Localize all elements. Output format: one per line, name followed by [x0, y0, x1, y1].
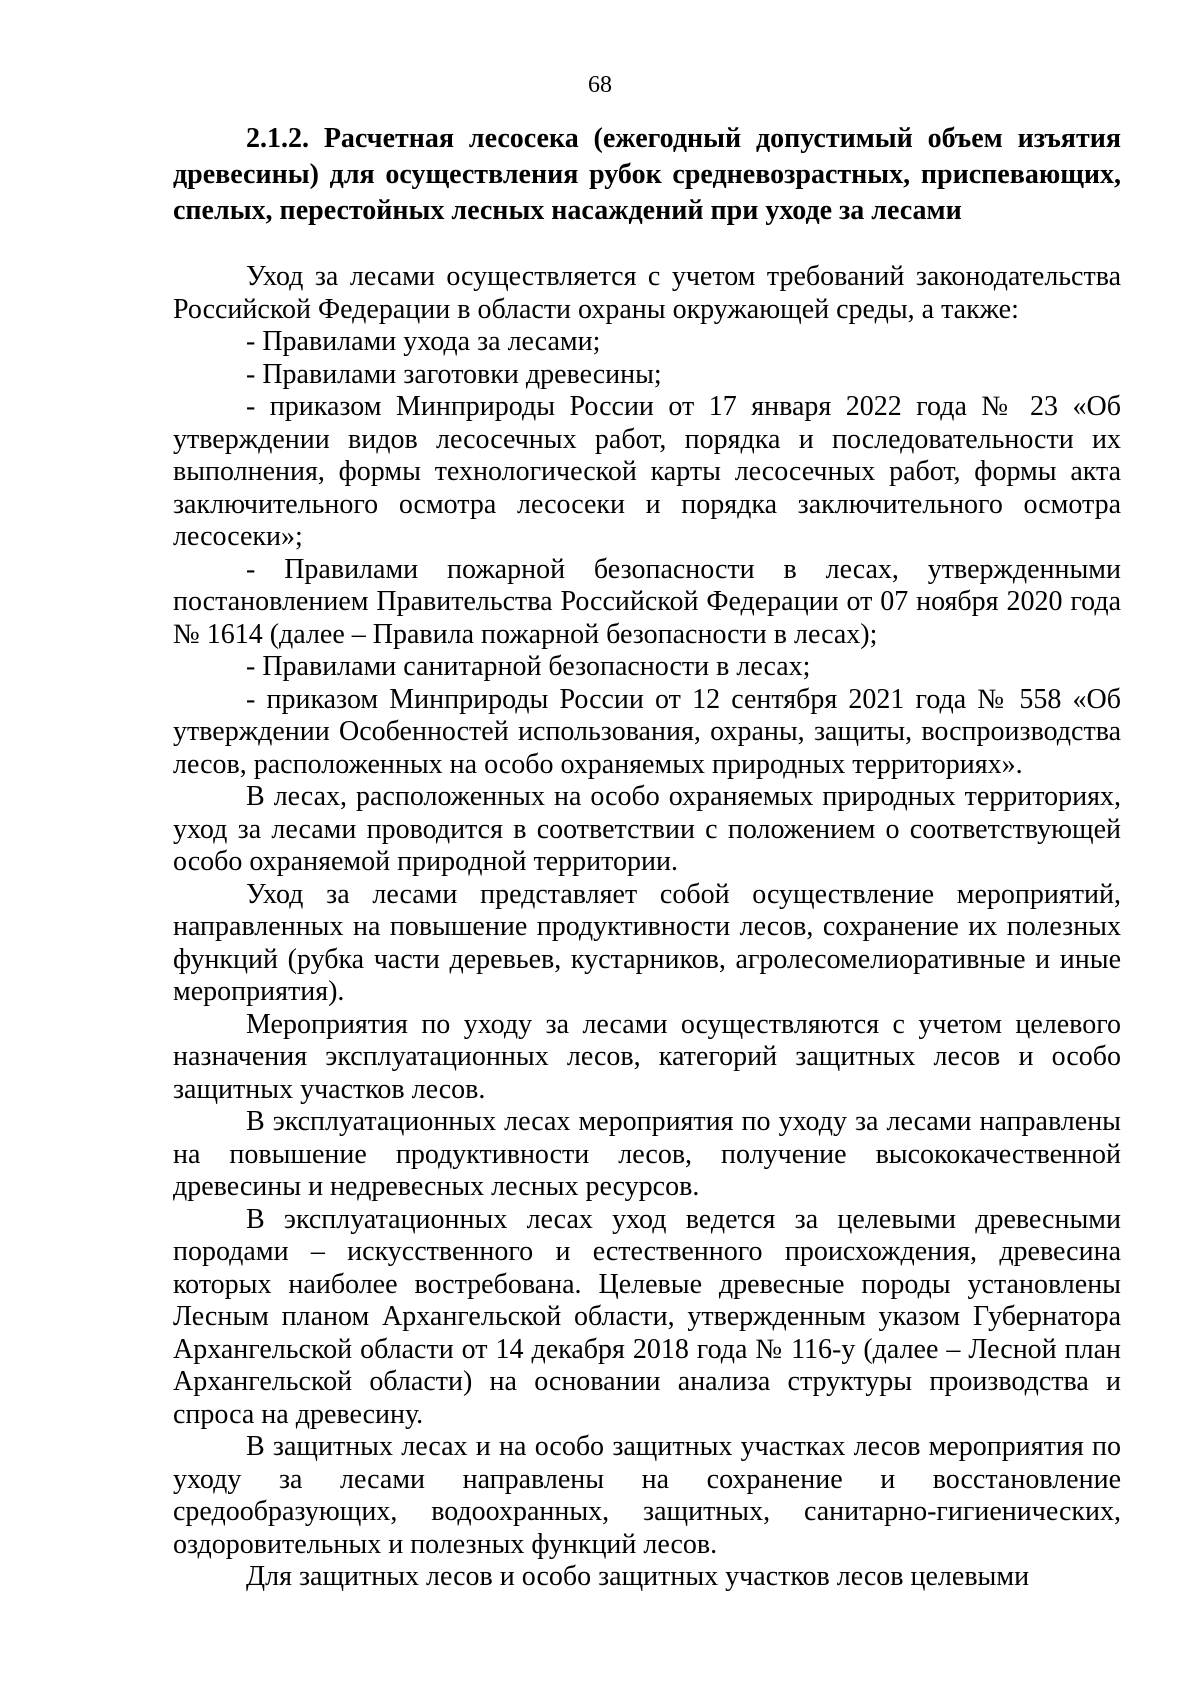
page-number: 68: [588, 72, 612, 98]
paragraph-protected-areas: В лесах, расположенных на особо охраняемых природных территориях, уход за лесами проводится в соответствии с положением о соответствующей особо охраняемой природной территории.: [173, 781, 1121, 877]
paragraph-continuation: Для защитных лесов и особо защитных участков лесов целевыми: [246, 1561, 1030, 1592]
list-item-harvest-rules: - Правилами заготовки древесины;: [246, 358, 662, 390]
paragraph-intro: Уход за лесами осуществляется с учетом требований законодательства Российской Федерации в области охраны окружающей среды, а также:: [173, 261, 1121, 325]
paragraph-protective-forests: В защитных лесах и на особо защитных участках лесов мероприятия по уходу за лесами направлены на сохранение и восстановление средообразующих, водоохранных, защитных, санитарно-гигиенических, оздоровительных и полезных функций лесов.: [173, 1431, 1121, 1560]
paragraph-care-measures: Мероприятия по уходу за лесами осуществляются с учетом целевого назначения эксплуатационных лесов, категорий защитных лесов и особо защитных участков лесов.: [173, 1008, 1121, 1105]
list-item-fire-safety: - Правилами пожарной безопасности в лесах, утвержденными постановлением Правительства Российской Федерации от 07 ноября 2020 года № 1614 (далее – Правила пожарной безопасности в лесах);: [173, 553, 1121, 650]
list-item-order-23: - приказом Минприроды России от 17 января 2022 года № 23 «Об утверждении видов лесосечных работ, порядка и последовательности их выполнения, формы технологической карты лесосечных работ, формы акта заключительного осмотра лесосеки и порядка заключительного осмотра лесосеки»;: [173, 391, 1121, 552]
list-item-order-558: - приказом Минприроды России от 12 сентября 2021 года № 558 «Об утверждении Особенностей использования, охраны, защиты, воспроизводства лесов, расположенных на особо охраняемых природных территориях».: [173, 683, 1121, 780]
list-item-sanitary-safety: - Правилами санитарной безопасности в лесах;: [246, 651, 811, 682]
paragraph-exploitation-forests: В эксплуатационных лесах мероприятия по уходу за лесами направлены на повышение продуктивности лесов, получение высококачественной древесины и недревесных лесных ресурсов.: [173, 1106, 1121, 1202]
paragraph-care-definition: Уход за лесами представляет собой осуществление мероприятий, направленных на повышение продуктивности лесов, сохранение их полезных функций (рубка части деревьев, кустарников, агролесомелиоративные и иные мероприятия).: [173, 878, 1121, 1007]
paragraph-target-species: В эксплуатационных лесах уход ведется за целевыми древесными породами – искусственного и естественного происхождения, древесина которых наиболее востребована. Целевые древесные породы установлены Лесным планом Архангельской области, утвержденным указом Губернатора Архангельской области от 14 декабря 2018 года № 116-у (далее – Лесной план Архангельской области) на основании анализа структуры производства и спроса на древесину.: [173, 1203, 1121, 1430]
document-body: [173, 121, 1121, 1594]
section-heading: 2.1.2. Расчетная лесосека (ежегодный допустимый объем изъятия древесины) для осуществления рубок средневозрастных, приспевающих, спелых, перестойных лесных насаждений при уходе за лесами: [173, 123, 1121, 226]
list-item-care-rules: - Правилами ухода за лесами;: [246, 326, 601, 357]
